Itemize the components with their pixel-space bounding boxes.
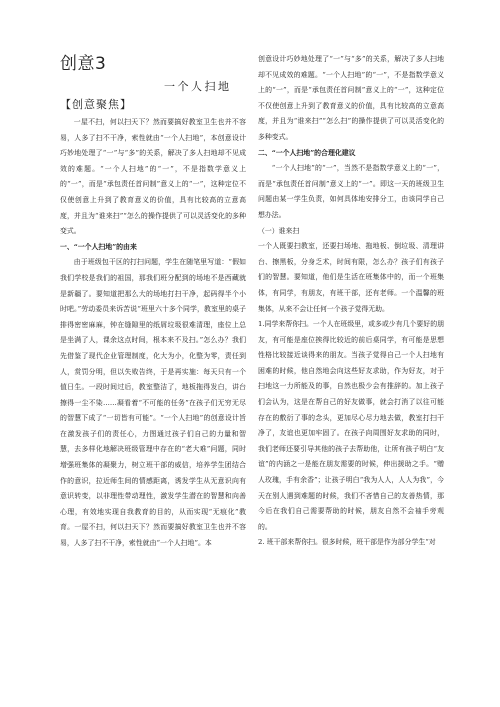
left-paragraph-1: 一屋不扫，何以扫天下？然而要搞好教室卫生也并不容易，人多了扫不干净，索性就由“一个人扫地”，本创意设计巧妙地处理了“一”与“多”的关系，解决了多人扫地却不见成效的难题。“一个人扫地”的“一”，不是指数学意义上的“一”，而是“承包责任首问制”意义上的“一”，这种定位不仅使创意上升到了教育意义的价值，具有比较高的立意高度，并且为“谁来扫”“怎么的操作提供了可以灵活变化的多种变式。 xyxy=(60,118,246,236)
right-paragraph-2: “一个人扫地”的“一”，当然不是指数学意义上的“一”，而是“承包责任首问制”意义上的“一”。即这一天的班级卫生问题由某一学生负责，如何具体地安排分工，由该同学自己想办法。 xyxy=(258,164,444,219)
section-heading-creative-focus: 【创意聚焦】 xyxy=(60,98,132,111)
heading-suggestions: 二、“一个人扫地”的合理化建议 xyxy=(258,148,356,157)
heading-origin: 一、“一个人扫地”的由来 xyxy=(60,242,137,251)
heading-who-sweeps: （一）谁来扫 xyxy=(258,226,300,235)
page-title: 创意3 xyxy=(60,54,107,74)
left-paragraph-2: 由于班级包干区的打扫问题，学生在随笔里写道：“假如我们学校是我们的祖国，那我们班分配到的场地不是西藏就是新疆了。要知道把那么大的场地打扫干净，起码得半个小时吧。”劳动委员来诉苦说“班里六十多个同学，教室里的桌子排得密密麻麻，钟在缝隙里的纸屑垃圾很难清理，座位上总是坐满了人，课余这点时间，根本来不及扫。”怎么办？我们先借鉴了现代企业管理制度，化大为小，化整为零，责任到人，赏罚分明，但以失败告终，于是再实施：每天只有一个值日生。一段时间过后，教室整洁了，地板拖得发白，讲台擦得一尘不染……凝看着“不可能的任务”在孩子们无穷无尽的智慧下成了“一切皆有可能”。“一个人扫地”的创意设计旨在激发孩子们的责任心，力图通过孩子们自己的力量和智慧，去多样化地解决班级管理中存在的“老大难”问题，同时增强班集体的凝聚力，树立班干部的威信，培养学生团结合作的意识，拉近师生间的情感距离，诱发学生从无意识向有意识转变，以非理性带动理性，激发学生潜在的智慧和向善心理，有效地实现自我教育的目的，从而实现“无痕化”教育。一屋不扫，何以扫天下？然而要搞好教室卫生也并不容易，人多了扫不干净，索性就由“一个人扫地”。本 xyxy=(60,258,246,548)
right-paragraph-5: 2. 班干部来帮你扫。很多时候，班干部是作为部分学生“对 xyxy=(258,538,436,547)
right-paragraph-1: 创意设计巧妙地处理了“一”与“多”的关系，解决了多人扫地却不见成效的难题。“一个人扫地”的“一”，不是指数学意义上的“一”，而是“承包责任首问制”意义上的“一”，这种定位不仅使创意上升到了教育意义的价值，具有比较高的立意高度，并且为“谁来扫”“怎么扫”的操作提供了可以灵活变化的多种变式。 xyxy=(258,55,444,141)
right-column xyxy=(258,52,444,551)
left-column xyxy=(60,115,246,552)
right-paragraph-4: 1.同学来帮你扫。一个人在班级里，或多或少有几个要好的朋友，有可能是座位挨得比较近的前后桌同学，有可能是思想性格比较接近谈得来的朋友。当孩子觉得自己一个人扫地有困难的时候，他自然地会向这些好友求助，作为好友，对于扫地这一力所能及的事，自然也极少会有推辞的。加上孩子们会认为，这是在帮自己的好友做事，就会打消了以往可能存在的敷衍了事的念头，更加尽心尽力地去做，教室打扫干净了，友谊也更加牢固了。在孩子向周围好友求助的同时，我们老师还要引导其他的孩子去帮助他，让所有孩子明白“友谊”的内涵之一是能在朋友需要的时候，伸出援助之手。“赠人玫瑰，手有余香”；让孩子明白“我为人人，人人为我”，今天在别人遇到难题的时候，我们不吝惜自己的友善热情，那今后在我们自己需要帮助的时候，朋友自然不会袖手旁观的。 xyxy=(258,320,444,531)
document-subtitle: 一个人扫地 xyxy=(164,80,232,93)
right-paragraph-3: 一个人既要扫教室，还要扫场地、拖地板、倒垃圾、清理讲台、擦黑板，分身乏术，时间有限，怎么办？孩子们有孩子们的智慧。要知道，他们是生活在班集体中的，而一个班集体，有同学，有朋友，有班干部，还有老师。一个温馨的班集体，从来不会让任何一个孩子觉得无助。 xyxy=(258,242,444,313)
